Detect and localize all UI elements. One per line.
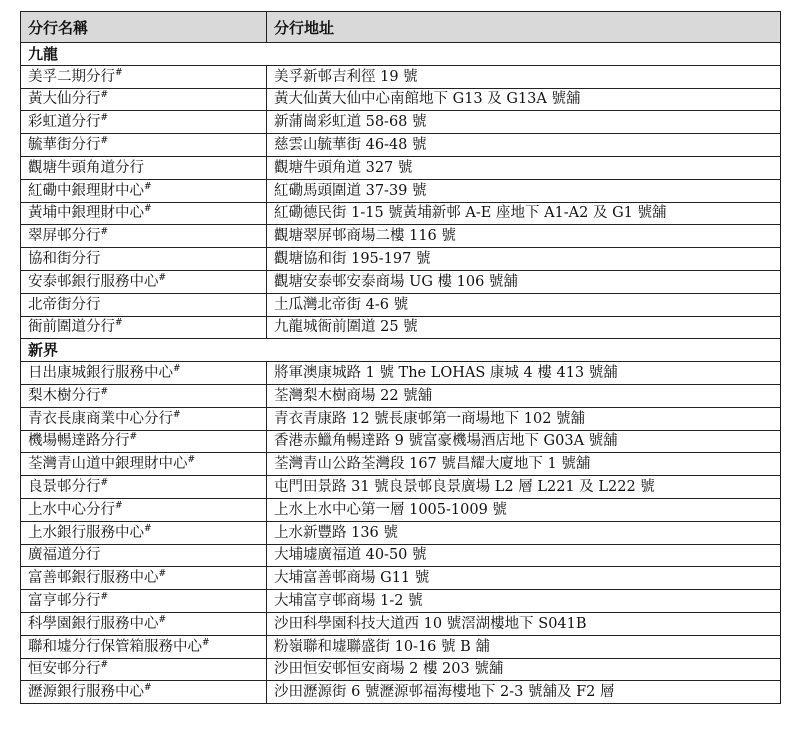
branch-address: 新蒲崗彩虹道 58-68 號 bbox=[267, 111, 781, 134]
table-body bbox=[21, 43, 781, 704]
branch-name-cell bbox=[21, 248, 267, 271]
table-row bbox=[21, 111, 781, 134]
table-row bbox=[21, 384, 781, 407]
table-row bbox=[21, 202, 781, 225]
branch-name-cell bbox=[21, 65, 267, 88]
region-row bbox=[21, 43, 781, 66]
footnote-mark: # bbox=[144, 181, 152, 192]
branch-name-cell bbox=[21, 179, 267, 202]
branch-name-cell bbox=[21, 430, 267, 453]
table-row bbox=[21, 156, 781, 179]
table-row bbox=[21, 179, 781, 202]
branch-name-cell bbox=[21, 498, 267, 521]
branch-address: 大埔墟廣福道 40-50 號 bbox=[267, 544, 781, 567]
branch-name-cell bbox=[21, 407, 267, 430]
branch-name: 上水銀行服務中心 bbox=[28, 524, 144, 541]
branch-address: 紅磡德民街 1-15 號黃埔新邨 A-E 座地下 A1-A2 及 G1 號舖 bbox=[267, 202, 781, 225]
branch-address: 荃灣青山公路荃灣段 167 號昌耀大廈地下 1 號舖 bbox=[267, 453, 781, 476]
region-row bbox=[21, 339, 781, 362]
branch-name-cell bbox=[21, 362, 267, 385]
table-row bbox=[21, 407, 781, 430]
table-row bbox=[21, 590, 781, 613]
header-row bbox=[21, 12, 781, 43]
footnote-mark: # bbox=[173, 409, 181, 420]
branch-name-cell bbox=[21, 453, 267, 476]
branch-address: 慈雲山毓華街 46-48 號 bbox=[267, 134, 781, 157]
branch-name-cell bbox=[21, 681, 267, 704]
branch-name-cell bbox=[21, 658, 267, 681]
branch-name: 日出康城銀行服務中心 bbox=[28, 365, 173, 382]
table-row bbox=[21, 498, 781, 521]
branch-name-cell bbox=[21, 111, 267, 134]
table-row bbox=[21, 293, 781, 316]
footnote-mark: # bbox=[144, 523, 152, 534]
footnote-mark: # bbox=[115, 67, 123, 78]
branch-name-cell bbox=[21, 544, 267, 567]
table-row bbox=[21, 362, 781, 385]
branch-address: 上水上水中心第一層 1005-1009 號 bbox=[267, 498, 781, 521]
branch-name: 黃埔中銀理財中心 bbox=[28, 205, 144, 222]
branch-name: 彩虹道分行 bbox=[28, 114, 101, 131]
branch-address: 沙田瀝源街 6 號瀝源邨福海樓地下 2-3 號舖及 F2 層 bbox=[267, 681, 781, 704]
branch-name-cell bbox=[21, 567, 267, 590]
region-heading: 新界 bbox=[21, 339, 781, 362]
footnote-mark: # bbox=[115, 501, 123, 511]
table-row bbox=[21, 567, 781, 590]
branch-address: 香港赤鱲角暢達路 9 號富豪機場酒店地下 G03A 號舖 bbox=[267, 430, 781, 453]
footnote-mark: # bbox=[158, 614, 167, 625]
table-row bbox=[21, 681, 781, 704]
footnote-mark: # bbox=[100, 90, 109, 101]
branch-name: 富善邨銀行服務中心 bbox=[28, 570, 159, 587]
table-row bbox=[21, 658, 781, 681]
branch-name: 科學園銀行服務中心 bbox=[28, 615, 159, 632]
branch-name: 良景邨分行 bbox=[28, 479, 101, 496]
footnote-mark: # bbox=[100, 592, 109, 603]
branch-name: 北帝街分行 bbox=[28, 296, 101, 313]
branch-name: 美孚二期分行 bbox=[28, 68, 115, 85]
branch-address: 大埔富亨邨商場 1-2 號 bbox=[267, 590, 781, 613]
branch-name-cell bbox=[21, 316, 267, 339]
branch-address: 紅磡馬頭圍道 37-39 號 bbox=[267, 179, 781, 202]
branch-name-cell bbox=[21, 156, 267, 179]
branch-name: 觀塘牛頭角道分行 bbox=[28, 159, 144, 176]
table-row bbox=[21, 88, 781, 111]
footnote-mark: # bbox=[115, 318, 123, 329]
branch-address: 九龍城衙前圍道 25 號 bbox=[267, 316, 781, 339]
footnote-mark: # bbox=[100, 227, 109, 238]
branch-name: 上水中心分行 bbox=[28, 501, 115, 518]
footnote-mark: # bbox=[100, 478, 109, 489]
branch-name: 協和街分行 bbox=[28, 251, 101, 268]
branch-address: 黃大仙黃大仙中心南館地下 G13 及 G13A 號舖 bbox=[267, 88, 781, 111]
branch-address: 沙田科學園科技大道西 10 號滘湖樓地下 S041B bbox=[267, 612, 781, 635]
branch-address: 上水新豐路 136 號 bbox=[267, 521, 781, 544]
branch-name-cell bbox=[21, 612, 267, 635]
footnote-mark: # bbox=[158, 273, 167, 284]
table-row bbox=[21, 316, 781, 339]
branch-name-cell bbox=[21, 521, 267, 544]
branch-name-cell bbox=[21, 88, 267, 111]
branch-name-cell bbox=[21, 590, 267, 613]
branch-address: 青衣青康路 12 號長康邨第一商場地下 102 號舖 bbox=[267, 407, 781, 430]
branch-name-cell bbox=[21, 202, 267, 225]
branch-name-cell bbox=[21, 225, 267, 248]
branch-address: 觀塘安泰邨安泰商場 UG 樓 106 號舖 bbox=[267, 270, 781, 293]
table-row bbox=[21, 635, 781, 658]
branch-address: 將軍澳康城路 1 號 The LOHAS 康城 4 樓 413 號舖 bbox=[267, 362, 781, 385]
branch-name-cell bbox=[21, 476, 267, 499]
branch-name: 梨木樹分行 bbox=[28, 387, 101, 404]
table-row bbox=[21, 225, 781, 248]
branch-name: 荃灣青山道中銀理財中心 bbox=[28, 456, 188, 473]
table-row bbox=[21, 270, 781, 293]
table-row bbox=[21, 521, 781, 544]
footnote-mark: # bbox=[100, 113, 109, 124]
branch-name-cell bbox=[21, 270, 267, 293]
footnote-mark: # bbox=[173, 364, 181, 375]
branch-address: 屯門田景路 31 號良景邨良景廣場 L2 層 L221 及 L222 號 bbox=[267, 476, 781, 499]
branch-name: 翠屏邨分行 bbox=[28, 228, 101, 245]
footnote-mark: # bbox=[100, 660, 109, 671]
footnote-mark: # bbox=[144, 204, 152, 215]
footnote-mark: # bbox=[144, 683, 152, 694]
branch-name: 恒安邨分行 bbox=[28, 661, 101, 678]
branch-name-cell bbox=[21, 134, 267, 157]
table-row bbox=[21, 65, 781, 88]
table-row bbox=[21, 612, 781, 635]
region-heading: 九龍 bbox=[21, 43, 781, 66]
branch-name: 聯和墟分行保管箱服務中心 bbox=[28, 638, 202, 655]
branch-name: 青衣長康商業中心分行 bbox=[28, 410, 173, 427]
branch-name: 廣福道分行 bbox=[28, 547, 101, 564]
footnote-mark: # bbox=[187, 455, 196, 466]
branch-name-cell bbox=[21, 384, 267, 407]
branch-name: 紅磡中銀理財中心 bbox=[28, 182, 144, 199]
table-row bbox=[21, 476, 781, 499]
branch-address: 沙田恒安邨恒安商場 2 樓 203 號舖 bbox=[267, 658, 781, 681]
branch-name: 衙前圍道分行 bbox=[28, 319, 115, 336]
footnote-mark: # bbox=[158, 569, 167, 580]
branch-name-cell bbox=[21, 293, 267, 316]
branch-address: 大埔富善邨商場 G11 號 bbox=[267, 567, 781, 590]
branch-address: 土瓜灣北帝街 4-6 號 bbox=[267, 293, 781, 316]
branch-name: 富亨邨分行 bbox=[28, 593, 101, 610]
branch-address: 荃灣梨木樹商場 22 號舖 bbox=[267, 384, 781, 407]
table-row bbox=[21, 544, 781, 567]
branch-name: 黃大仙分行 bbox=[28, 91, 101, 108]
header-branch-name: 分行名稱 bbox=[21, 12, 267, 43]
branch-name: 毓華街分行 bbox=[28, 137, 101, 154]
branch-name-cell bbox=[21, 635, 267, 658]
branch-table bbox=[20, 11, 781, 704]
branch-address: 粉嶺聯和墟聯盛街 10-16 號 B 舖 bbox=[267, 635, 781, 658]
header-branch-address: 分行地址 bbox=[267, 12, 781, 43]
branch-name: 機場暢達路分行 bbox=[28, 433, 130, 450]
branch-address: 美孚新邨吉利徑 19 號 bbox=[267, 65, 781, 88]
table-row bbox=[21, 453, 781, 476]
branch-name: 瀝源銀行服務中心 bbox=[28, 684, 144, 701]
footnote-mark: # bbox=[129, 432, 138, 443]
footnote-mark: # bbox=[100, 136, 109, 147]
table-row bbox=[21, 430, 781, 453]
table-row bbox=[21, 134, 781, 157]
branch-address: 觀塘牛頭角道 327 號 bbox=[267, 156, 781, 179]
footnote-mark: # bbox=[100, 387, 109, 398]
branch-address: 觀塘翠屏邨商場二樓 116 號 bbox=[267, 225, 781, 248]
branch-address: 觀塘協和街 195-197 號 bbox=[267, 248, 781, 271]
footnote-mark: # bbox=[202, 637, 210, 648]
table-row bbox=[21, 248, 781, 271]
branch-name: 安泰邨銀行服務中心 bbox=[28, 273, 159, 290]
